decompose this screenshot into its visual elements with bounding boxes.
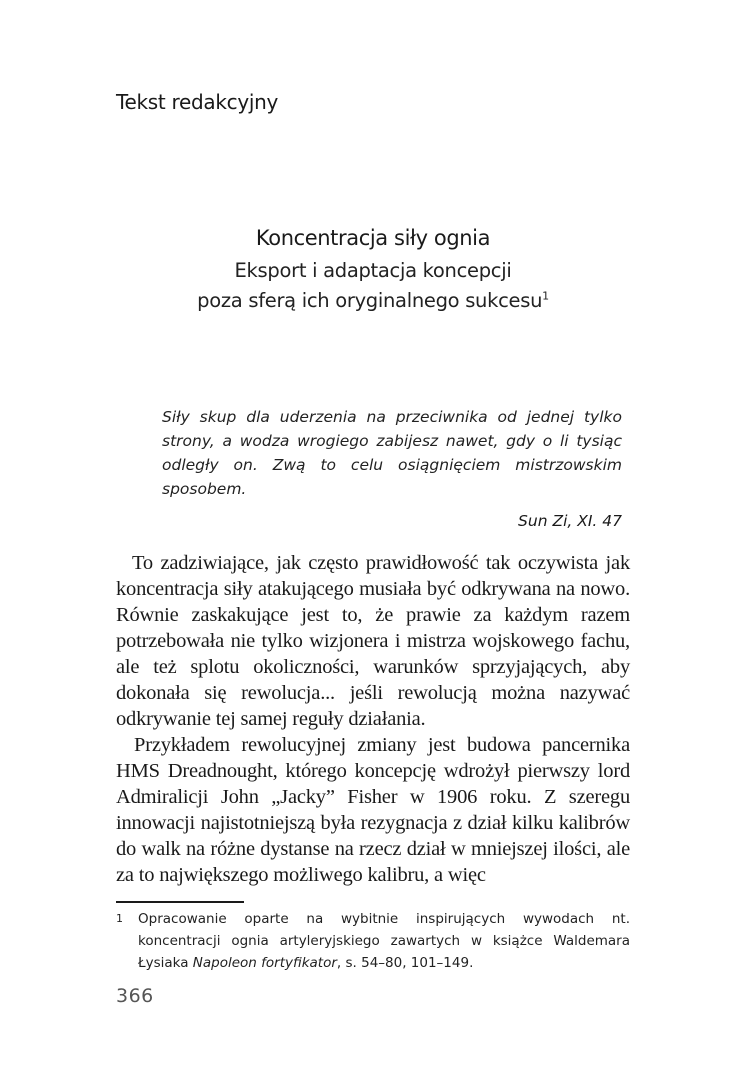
footnote-number: 1 [116,912,123,925]
footnote-text-before: Opracowanie oparte na wybitnie inspirujących wywodach nt. koncentracji ognia artyleryjskiego zawartych w książce Waldemara Łysiaka [138,911,630,971]
page-number: 366 [116,985,154,1007]
footnote-separator [116,901,244,903]
footnote-text [138,908,630,974]
subtitle-line-2-text: poza sferą ich oryginalnego sukcesu [197,289,543,312]
chapter-subtitle [0,256,746,316]
footnote-reference[interactable]: 1 [542,289,549,303]
paragraph: To zadziwiające, jak często prawidłowość tak oczywista jak koncentracja siły atakującego musiała być odkrywana na nowo. Równie zaskakujące jest to, że prawie za każdym razem potrzebowała nie tylko wizjonera i mistrza wojskowego fachu, ale też splotu okoliczności, warunków sprzyjających, aby dokonała się rewolucja... jeśli rewolucją można nazywać odkrywanie tej samej reguły działania. [116,552,630,730]
section-label: Tekst redakcyjny [116,90,279,114]
footnote-book-title: Napoleon fortyfikator [192,955,337,971]
chapter-heading [0,222,746,316]
epigraph-quote: Siły skup dla uderzenia na przeciwnika od jednej tylko strony, a wodza wrogiego zabijesz nawet, gdy o li tysiąc odległy on. Zwą to celu osiągnięciem mistrzowskim sposobem. [162,408,622,498]
subtitle-line-2 [0,286,746,316]
paragraph: Przykładem rewolucyjnej zmiany jest budowa pancernika HMS Dreadnought, którego koncepcję wdrożył pierwszy lord Admiralicji John „Jacky” Fisher w 1906 roku. Z szeregu innowacji najistotniejszą była rezygnacja z dział kilku kalibrów do walk na różne dystanse na rzecz dział w mniejszej ilości, ale za to największego możliwego kalibru, a więc [116,734,630,886]
footnote [116,908,630,974]
chapter-title: Koncentracja siły ognia [255,226,491,250]
footnote-text-after: , s. 54–80, 101–149. [336,955,474,971]
epigraph-source: Sun Zi, XI. 47 [518,512,622,530]
body-text [116,550,630,888]
subtitle-line-1: Eksport i adaptacja koncepcji [234,259,512,282]
